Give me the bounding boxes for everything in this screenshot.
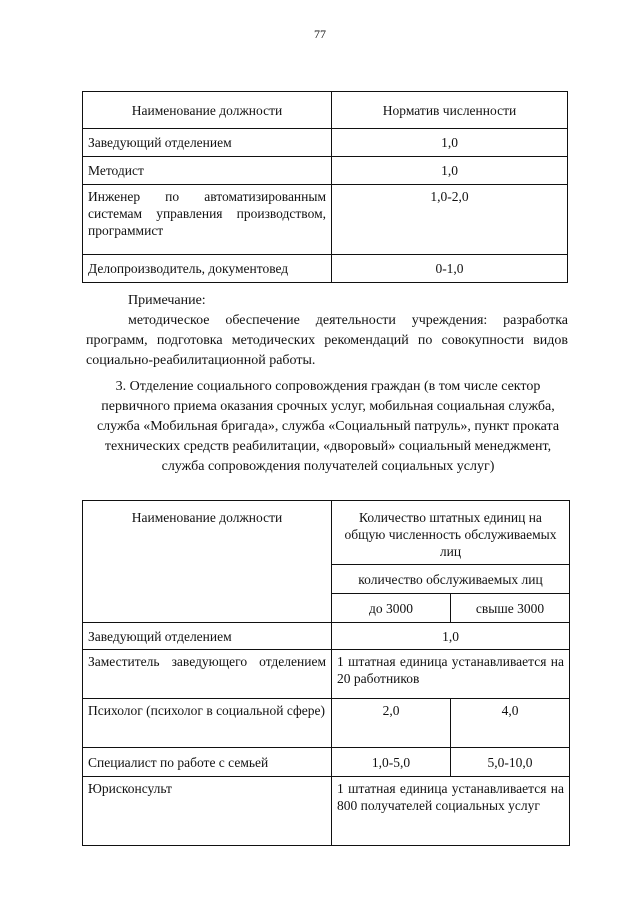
note-label: Примечание: <box>128 293 206 308</box>
table-row <box>83 650 570 699</box>
header-served-count: количество обслуживаемых лиц <box>332 565 570 594</box>
position-name: Заместитель заведующего отделением <box>83 650 332 699</box>
table-row <box>83 185 568 255</box>
table-row <box>83 699 570 748</box>
merged-value: 1,0 <box>332 623 570 650</box>
table-row <box>83 623 570 650</box>
position-name: Делопроизводитель, документовед <box>83 255 332 283</box>
section-title: 3. Отделение социального сопровождения граждан (в том числе сектор первичного приема оказания срочных услуг, мобильная социальная служба, служба «Мобильная бригада», служба «Социальный патруль», пункт проката технических средств реабилитации, «дворовый» социальный менеджмент, служба сопровождения получателей социальных услуг) <box>96 379 560 474</box>
position-name: Специалист по работе с семьей <box>83 748 332 777</box>
position-name: Инженер по автоматизированным системам управления производством, программист <box>83 185 332 255</box>
header-position: Наименование должности <box>83 501 332 623</box>
table-row <box>83 129 568 157</box>
position-name: Заведующий отделением <box>83 623 332 650</box>
header-up-to-3000: до 3000 <box>332 594 451 623</box>
table-row <box>83 157 568 185</box>
table-row <box>83 748 570 777</box>
merged-value: 1 штатная единица устанавливается на 20 работников <box>332 650 570 699</box>
position-name: Заведующий отделением <box>83 129 332 157</box>
norm-value: 1,0-2,0 <box>332 185 568 255</box>
table-row <box>83 777 570 846</box>
table-header-row <box>83 92 568 129</box>
header-count: Количество штатных единиц на общую численность обслуживаемых лиц <box>332 501 570 565</box>
header-norm: Норматив численности <box>332 92 568 129</box>
note-text: методическое обеспечение деятельности учреждения: разработка программ, подготовка методических рекомендаций по совокупности видов социально-реабилитационной работы. <box>86 313 568 368</box>
header-over-3000: свыше 3000 <box>451 594 570 623</box>
table-header-row <box>83 501 570 565</box>
staffing-table-1 <box>82 91 568 283</box>
header-position: Наименование должности <box>83 92 332 129</box>
merged-value: 1 штатная единица устанавливается на 800 получателей социальных услуг <box>332 777 570 846</box>
position-name: Методист <box>83 157 332 185</box>
norm-value: 1,0 <box>332 129 568 157</box>
position-name: Психолог (психолог в социальной сфере) <box>83 699 332 748</box>
staffing-table-2 <box>82 500 570 846</box>
norm-value: 0-1,0 <box>332 255 568 283</box>
position-name: Юрисконсульт <box>83 777 332 846</box>
value-over-3000: 4,0 <box>451 699 570 748</box>
value-up-to-3000: 1,0-5,0 <box>332 748 451 777</box>
table-row <box>83 255 568 283</box>
value-over-3000: 5,0-10,0 <box>451 748 570 777</box>
norm-value: 1,0 <box>332 157 568 185</box>
value-up-to-3000: 2,0 <box>332 699 451 748</box>
page-number: 77 <box>314 27 326 41</box>
